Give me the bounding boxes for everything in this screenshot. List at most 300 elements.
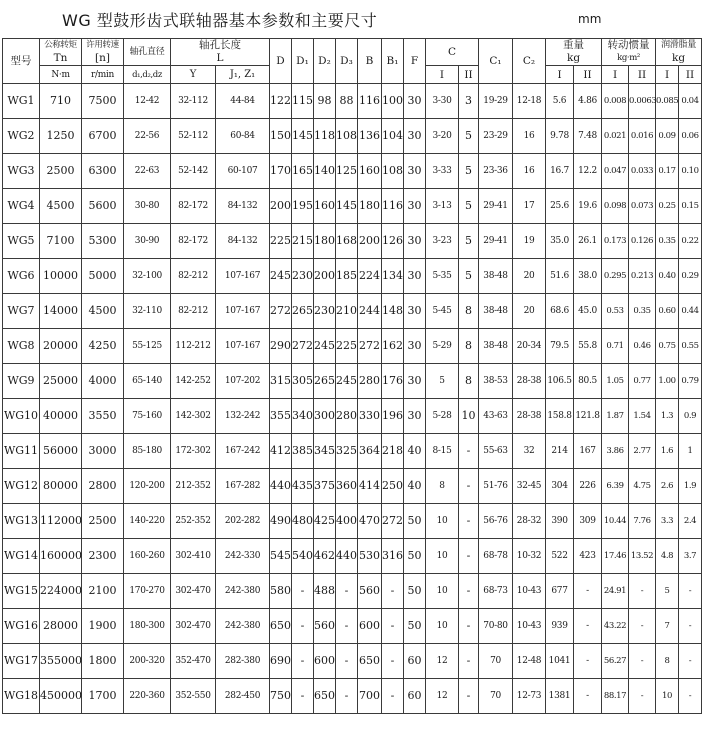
cell-y: 82-212 <box>171 259 216 294</box>
cell-b1: 250 <box>382 469 404 504</box>
cell-c2: 17 <box>513 189 546 224</box>
cell-model: WG10 <box>3 399 40 434</box>
cell-model: WG9 <box>3 364 40 399</box>
cell-d3: 225 <box>336 329 358 364</box>
cell-model: WG2 <box>3 119 40 154</box>
cell-c1: 38-48 <box>479 329 513 364</box>
cell-c1: 68-78 <box>479 539 513 574</box>
cell-gii: 0.9 <box>679 399 702 434</box>
cell-ii: 0.008 <box>602 84 629 119</box>
cell-wii: 121.8 <box>574 399 602 434</box>
cell-ii: 43.22 <box>602 609 629 644</box>
header-model: 型号 <box>3 39 40 84</box>
cell-b1: 104 <box>382 119 404 154</box>
cell-d1: 195 <box>292 189 314 224</box>
cell-wi: 390 <box>546 504 574 539</box>
cell-j: 60-107 <box>216 154 270 189</box>
cell-ci: 8 <box>426 469 459 504</box>
cell-cii: - <box>459 434 479 469</box>
cell-j: 167-282 <box>216 469 270 504</box>
cell-torque: 20000 <box>40 329 82 364</box>
header-length <box>171 39 270 66</box>
table-row <box>3 329 702 364</box>
cell-d2: 600 <box>314 644 336 679</box>
cell-torque: 2500 <box>40 154 82 189</box>
cell-ii: 0.021 <box>602 119 629 154</box>
cell-c1: 56-76 <box>479 504 513 539</box>
cell-d2: 245 <box>314 329 336 364</box>
cell-iii: 0.77 <box>629 364 656 399</box>
cell-c2: 12-73 <box>513 679 546 714</box>
cell-cii: - <box>459 469 479 504</box>
cell-iii: 4.75 <box>629 469 656 504</box>
header-B: B <box>358 39 382 84</box>
cell-cii: 8 <box>459 329 479 364</box>
header-inertia-I: I <box>602 66 629 84</box>
cell-y: 302-470 <box>171 574 216 609</box>
header-inertia-II: II <box>629 66 656 84</box>
cell-model: WG17 <box>3 644 40 679</box>
cell-j: 44-84 <box>216 84 270 119</box>
cell-cii: - <box>459 644 479 679</box>
cell-f: 30 <box>404 154 426 189</box>
cell-d1: - <box>292 609 314 644</box>
cell-gi: 0.60 <box>656 294 679 329</box>
cell-c1: 38-48 <box>479 259 513 294</box>
table-row <box>3 679 702 714</box>
cell-j: 282-450 <box>216 679 270 714</box>
cell-c2: 20-34 <box>513 329 546 364</box>
cell-y: 302-410 <box>171 539 216 574</box>
cell-c1: 55-63 <box>479 434 513 469</box>
cell-bore: 75-160 <box>124 399 171 434</box>
cell-model: WG8 <box>3 329 40 364</box>
cell-b: 200 <box>358 224 382 259</box>
cell-ii: 0.53 <box>602 294 629 329</box>
cell-iii: - <box>629 609 656 644</box>
cell-b: 330 <box>358 399 382 434</box>
cell-gii: 2.4 <box>679 504 702 539</box>
cell-bore: 220-360 <box>124 679 171 714</box>
header-C2: C₂ <box>513 39 546 84</box>
cell-cii: - <box>459 539 479 574</box>
cell-c2: 19 <box>513 224 546 259</box>
cell-c2: 10-43 <box>513 609 546 644</box>
cell-d: 245 <box>270 259 292 294</box>
cell-wii: - <box>574 644 602 679</box>
coupling-spec-table <box>2 38 702 714</box>
header-torque-symbol: Tn <box>53 52 68 64</box>
cell-model: WG1 <box>3 84 40 119</box>
cell-torque: 224000 <box>40 574 82 609</box>
cell-gi: 1.3 <box>656 399 679 434</box>
cell-cii: - <box>459 574 479 609</box>
cell-d3: - <box>336 574 358 609</box>
cell-j: 242-380 <box>216 609 270 644</box>
cell-ci: 5 <box>426 364 459 399</box>
cell-d: 150 <box>270 119 292 154</box>
cell-wii: 12.2 <box>574 154 602 189</box>
cell-gi: 4.8 <box>656 539 679 574</box>
cell-c2: 12-18 <box>513 84 546 119</box>
cell-b: 272 <box>358 329 382 364</box>
table-row <box>3 434 702 469</box>
cell-y: 82-172 <box>171 224 216 259</box>
cell-gi: 5 <box>656 574 679 609</box>
header-weight-II: II <box>574 66 602 84</box>
cell-wii: - <box>574 609 602 644</box>
cell-cii: - <box>459 679 479 714</box>
header-inertia-unit: kg·m² <box>617 53 640 63</box>
cell-c2: 20 <box>513 259 546 294</box>
table-row <box>3 469 702 504</box>
table-row <box>3 364 702 399</box>
cell-model: WG5 <box>3 224 40 259</box>
cell-c2: 32 <box>513 434 546 469</box>
cell-wii: 19.6 <box>574 189 602 224</box>
header-weight-label: 重量 <box>563 39 585 51</box>
header-speed-unit: r/min <box>82 66 124 84</box>
cell-d: 650 <box>270 609 292 644</box>
cell-wii: 55.8 <box>574 329 602 364</box>
cell-c2: 12-48 <box>513 644 546 679</box>
cell-d1: 435 <box>292 469 314 504</box>
cell-model: WG13 <box>3 504 40 539</box>
table-row <box>3 294 702 329</box>
header-D3: D₃ <box>336 39 358 84</box>
cell-b: 560 <box>358 574 382 609</box>
cell-gi: 10 <box>656 679 679 714</box>
cell-d1: 215 <box>292 224 314 259</box>
cell-d2: 345 <box>314 434 336 469</box>
cell-b1: - <box>382 644 404 679</box>
cell-y: 172-302 <box>171 434 216 469</box>
cell-iii: 0.0063 <box>629 84 656 119</box>
cell-ii: 88.17 <box>602 679 629 714</box>
cell-torque: 40000 <box>40 399 82 434</box>
cell-d2: 265 <box>314 364 336 399</box>
cell-y: 32-112 <box>171 84 216 119</box>
cell-c1: 70 <box>479 679 513 714</box>
cell-y: 82-212 <box>171 294 216 329</box>
cell-gii: 0.04 <box>679 84 702 119</box>
cell-cii: 3 <box>459 84 479 119</box>
cell-ci: 5-45 <box>426 294 459 329</box>
cell-gi: 1.00 <box>656 364 679 399</box>
header-grease-unit: kg <box>671 52 686 64</box>
cell-ci: 3-33 <box>426 154 459 189</box>
cell-gi: 0.085 <box>656 84 679 119</box>
cell-b1: 218 <box>382 434 404 469</box>
cell-cii: - <box>459 504 479 539</box>
cell-gi: 1.6 <box>656 434 679 469</box>
cell-model: WG18 <box>3 679 40 714</box>
cell-f: 40 <box>404 469 426 504</box>
cell-ii: 0.295 <box>602 259 629 294</box>
cell-d3: 280 <box>336 399 358 434</box>
cell-j: 107-167 <box>216 259 270 294</box>
cell-bore: 85-180 <box>124 434 171 469</box>
cell-b: 244 <box>358 294 382 329</box>
cell-cii: - <box>459 609 479 644</box>
cell-d3: 125 <box>336 154 358 189</box>
header-length-j: J₁, Z₁ <box>216 66 270 84</box>
cell-d3: 108 <box>336 119 358 154</box>
cell-bore: 12-42 <box>124 84 171 119</box>
cell-gi: 2.6 <box>656 469 679 504</box>
cell-ci: 5-29 <box>426 329 459 364</box>
header-grease-II: II <box>679 66 702 84</box>
table-row <box>3 504 702 539</box>
cell-cii: 5 <box>459 119 479 154</box>
cell-wi: 5.6 <box>546 84 574 119</box>
cell-bore: 120-200 <box>124 469 171 504</box>
cell-bore: 22-63 <box>124 154 171 189</box>
header-D: D <box>270 39 292 84</box>
header-torque <box>40 39 82 66</box>
cell-bore: 30-80 <box>124 189 171 224</box>
cell-d2: 425 <box>314 504 336 539</box>
cell-b: 180 <box>358 189 382 224</box>
cell-j: 242-330 <box>216 539 270 574</box>
cell-wii: 423 <box>574 539 602 574</box>
cell-speed: 5000 <box>82 259 124 294</box>
cell-d2: 230 <box>314 294 336 329</box>
cell-b1: 162 <box>382 329 404 364</box>
unit-label: mm <box>578 12 602 26</box>
cell-gi: 0.09 <box>656 119 679 154</box>
cell-bore: 55-125 <box>124 329 171 364</box>
cell-y: 212-352 <box>171 469 216 504</box>
cell-d3: 210 <box>336 294 358 329</box>
cell-ci: 12 <box>426 644 459 679</box>
header-speed <box>82 39 124 66</box>
table-row <box>3 644 702 679</box>
cell-ii: 0.173 <box>602 224 629 259</box>
cell-b1: 100 <box>382 84 404 119</box>
cell-bore: 32-110 <box>124 294 171 329</box>
cell-ci: 3-20 <box>426 119 459 154</box>
cell-ci: 8-15 <box>426 434 459 469</box>
cell-torque: 710 <box>40 84 82 119</box>
cell-wi: 106.5 <box>546 364 574 399</box>
cell-c2: 10-43 <box>513 574 546 609</box>
cell-d3: 245 <box>336 364 358 399</box>
cell-iii: - <box>629 679 656 714</box>
cell-b: 414 <box>358 469 382 504</box>
cell-speed: 4250 <box>82 329 124 364</box>
cell-b1: 134 <box>382 259 404 294</box>
cell-d: 315 <box>270 364 292 399</box>
cell-c2: 28-38 <box>513 399 546 434</box>
cell-j: 84-132 <box>216 224 270 259</box>
header-F: F <box>404 39 426 84</box>
cell-gii: 0.79 <box>679 364 702 399</box>
cell-b1: 126 <box>382 224 404 259</box>
cell-wii: 4.86 <box>574 84 602 119</box>
cell-d: 170 <box>270 154 292 189</box>
cell-torque: 14000 <box>40 294 82 329</box>
cell-ci: 10 <box>426 539 459 574</box>
cell-gi: 0.17 <box>656 154 679 189</box>
cell-b: 364 <box>358 434 382 469</box>
cell-f: 60 <box>404 679 426 714</box>
cell-gii: 0.10 <box>679 154 702 189</box>
cell-speed: 4000 <box>82 364 124 399</box>
cell-j: 84-132 <box>216 189 270 224</box>
cell-model: WG11 <box>3 434 40 469</box>
cell-f: 30 <box>404 224 426 259</box>
cell-ii: 10.44 <box>602 504 629 539</box>
cell-wi: 35.0 <box>546 224 574 259</box>
cell-d: 690 <box>270 644 292 679</box>
cell-wii: 226 <box>574 469 602 504</box>
cell-cii: 5 <box>459 154 479 189</box>
header-C: C <box>426 39 479 66</box>
cell-wi: 51.6 <box>546 259 574 294</box>
cell-y: 112-212 <box>171 329 216 364</box>
cell-d3: 400 <box>336 504 358 539</box>
cell-model: WG16 <box>3 609 40 644</box>
cell-ci: 10 <box>426 574 459 609</box>
cell-model: WG15 <box>3 574 40 609</box>
cell-c1: 23-36 <box>479 154 513 189</box>
cell-gi: 0.25 <box>656 189 679 224</box>
cell-iii: 0.016 <box>629 119 656 154</box>
cell-c2: 20 <box>513 294 546 329</box>
cell-bore: 170-270 <box>124 574 171 609</box>
header-length-symbol: L <box>216 52 224 64</box>
cell-gi: 0.35 <box>656 224 679 259</box>
cell-f: 40 <box>404 434 426 469</box>
cell-c1: 70-80 <box>479 609 513 644</box>
cell-d1: - <box>292 644 314 679</box>
cell-c2: 10-32 <box>513 539 546 574</box>
cell-ci: 3-13 <box>426 189 459 224</box>
cell-f: 30 <box>404 84 426 119</box>
cell-wi: 79.5 <box>546 329 574 364</box>
cell-torque: 450000 <box>40 679 82 714</box>
cell-d: 272 <box>270 294 292 329</box>
cell-d1: 230 <box>292 259 314 294</box>
cell-speed: 1900 <box>82 609 124 644</box>
cell-gi: 8 <box>656 644 679 679</box>
cell-b1: - <box>382 679 404 714</box>
cell-speed: 3550 <box>82 399 124 434</box>
cell-d3: 440 <box>336 539 358 574</box>
cell-speed: 2300 <box>82 539 124 574</box>
cell-y: 52-112 <box>171 119 216 154</box>
cell-ii: 56.27 <box>602 644 629 679</box>
header-D2: D₂ <box>314 39 336 84</box>
cell-wi: 158.8 <box>546 399 574 434</box>
table-row <box>3 539 702 574</box>
header-torque-label: 公称转矩 <box>44 40 77 50</box>
cell-torque: 56000 <box>40 434 82 469</box>
header-D1: D₁ <box>292 39 314 84</box>
cell-f: 30 <box>404 259 426 294</box>
cell-d: 580 <box>270 574 292 609</box>
cell-torque: 4500 <box>40 189 82 224</box>
cell-c1: 70 <box>479 644 513 679</box>
cell-gii: - <box>679 574 702 609</box>
cell-wii: - <box>574 574 602 609</box>
cell-wii: 309 <box>574 504 602 539</box>
cell-bore: 160-260 <box>124 539 171 574</box>
table-row <box>3 119 702 154</box>
cell-j: 107-202 <box>216 364 270 399</box>
cell-iii: 0.46 <box>629 329 656 364</box>
cell-gii: 0.29 <box>679 259 702 294</box>
cell-y: 302-470 <box>171 609 216 644</box>
cell-b: 530 <box>358 539 382 574</box>
cell-ii: 1.05 <box>602 364 629 399</box>
header-length-label: 轴孔长度 <box>199 39 241 51</box>
cell-ii: 0.71 <box>602 329 629 364</box>
table-row <box>3 609 702 644</box>
cell-gii: 0.15 <box>679 189 702 224</box>
cell-iii: 2.77 <box>629 434 656 469</box>
cell-speed: 2100 <box>82 574 124 609</box>
cell-j: 107-167 <box>216 294 270 329</box>
cell-gii: 0.55 <box>679 329 702 364</box>
header-grease-I: I <box>656 66 679 84</box>
cell-wi: 304 <box>546 469 574 504</box>
cell-torque: 112000 <box>40 504 82 539</box>
header-torque-unit: N·m <box>40 66 82 84</box>
cell-b: 116 <box>358 84 382 119</box>
cell-wii: 80.5 <box>574 364 602 399</box>
header-inertia <box>602 39 656 66</box>
cell-gi: 0.75 <box>656 329 679 364</box>
cell-d2: 488 <box>314 574 336 609</box>
cell-d3: - <box>336 609 358 644</box>
cell-wii: 167 <box>574 434 602 469</box>
cell-torque: 80000 <box>40 469 82 504</box>
cell-torque: 25000 <box>40 364 82 399</box>
cell-bore: 65-140 <box>124 364 171 399</box>
cell-y: 82-172 <box>171 189 216 224</box>
cell-gii: 1.9 <box>679 469 702 504</box>
cell-b: 650 <box>358 644 382 679</box>
cell-d1: 385 <box>292 434 314 469</box>
cell-j: 202-282 <box>216 504 270 539</box>
cell-speed: 5300 <box>82 224 124 259</box>
cell-bore: 140-220 <box>124 504 171 539</box>
table-row <box>3 259 702 294</box>
cell-y: 142-252 <box>171 364 216 399</box>
cell-d2: 650 <box>314 679 336 714</box>
cell-d3: 325 <box>336 434 358 469</box>
cell-gii: 0.06 <box>679 119 702 154</box>
header-speed-symbol: [n] <box>95 52 110 64</box>
cell-d: 122 <box>270 84 292 119</box>
cell-ii: 17.46 <box>602 539 629 574</box>
cell-wi: 939 <box>546 609 574 644</box>
cell-y: 52-142 <box>171 154 216 189</box>
cell-c2: 32-45 <box>513 469 546 504</box>
cell-cii: 8 <box>459 364 479 399</box>
cell-d3: - <box>336 679 358 714</box>
table-row <box>3 189 702 224</box>
header-B1: B₁ <box>382 39 404 84</box>
cell-d3: 360 <box>336 469 358 504</box>
header-bore-sub: d₁,d₂,dz <box>124 66 171 84</box>
cell-d1: 305 <box>292 364 314 399</box>
table-row <box>3 84 702 119</box>
cell-wi: 16.7 <box>546 154 574 189</box>
cell-b: 136 <box>358 119 382 154</box>
